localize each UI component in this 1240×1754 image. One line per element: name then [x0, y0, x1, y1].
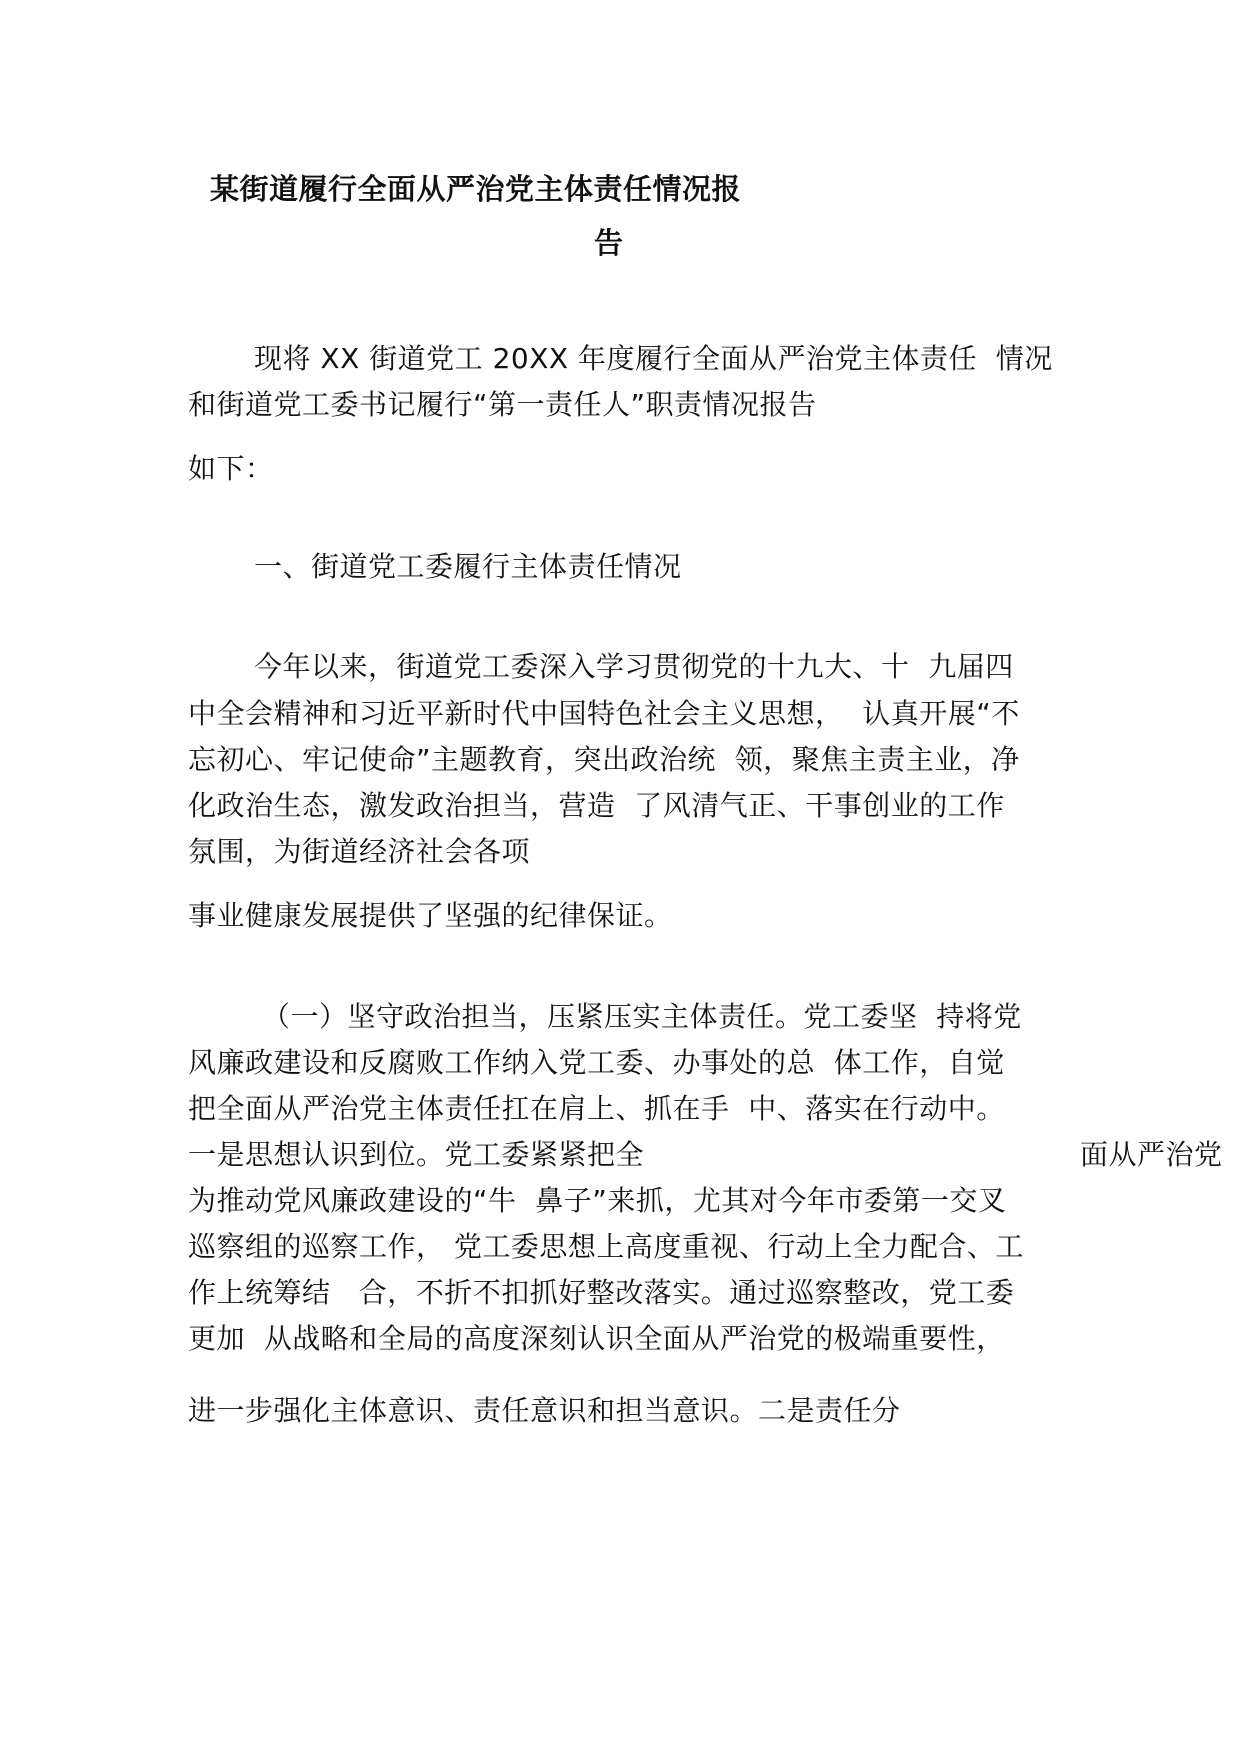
paragraph-2-line-3: 把全面从严治党主体责任扛在肩上、抓在手 中、落实在行动中。 — [188, 1092, 1005, 1125]
paragraph-2-line-4-right: 面从严治党 — [1080, 1138, 1223, 1171]
section-heading: 一、街道党工委履行主体责任情况 — [254, 550, 682, 583]
paragraph-1-line-5: 氛围，为街道经济社会各项 — [188, 835, 531, 868]
intro-line-1: 现将 XX 街道党工 20XX 年度履行全面从严治党主体责任 情况 — [254, 342, 1053, 375]
paragraph-2-line-7: 作上统筹结 合，不折不扣抓好整改落实。通过巡察整改，党工委 — [188, 1276, 1015, 1309]
document-title-continued: 告 — [594, 226, 624, 260]
paragraph-2-line-1: （一）坚守政治担当，压紧压实主体责任。党工委坚 持将党 — [262, 1000, 1022, 1033]
paragraph-2-line-6: 巡察组的巡察工作， 党工委思想上高度重视、行动上全力配合、工 — [188, 1230, 1024, 1263]
intro-line-2: 和街道党工委书记履行“第一责任人”职责情况报告 — [188, 388, 817, 421]
paragraph-1-line-6: 事业健康发展提供了坚强的纪律保证。 — [188, 899, 673, 932]
paragraph-1-line-1: 今年以来，街道党工委深入学习贯彻党的十九大、十 九届四 — [254, 650, 1014, 683]
paragraph-2-line-4: 一是思想认识到位。党工委紧紧把全 — [188, 1138, 645, 1171]
paragraph-2-line-9: 进一步强化主体意识、责任意识和担当意识。二是责任分 — [188, 1394, 901, 1427]
paragraph-1-line-3: 忘初心、牢记使命”主题教育，突出政治统 领，聚焦主责主业，净 — [188, 743, 1020, 776]
paragraph-2-line-8: 更加 从战略和全局的高度深刻认识全面从严治党的极端重要性， — [188, 1322, 1005, 1355]
paragraph-1-line-4: 化政治生态，激发政治担当，营造 了风清气正、干事创业的工作 — [188, 789, 1005, 822]
intro-line-3: 如下： — [188, 452, 274, 485]
paragraph-2-line-5: 为推动党风廉政建设的“牛 鼻子”来抓，尤其对今年市委第一交叉 — [188, 1184, 1007, 1217]
paragraph-2-line-2: 风廉政建设和反腐败工作纳入党工委、办事处的总 体工作，自觉 — [188, 1046, 1005, 1079]
paragraph-1-line-2: 中全会精神和习近平新时代中国特色社会主义思想， 认真开展“不 — [188, 697, 1020, 730]
document-title: 某街道履行全面从严治党主体责任情况报 — [210, 172, 742, 206]
